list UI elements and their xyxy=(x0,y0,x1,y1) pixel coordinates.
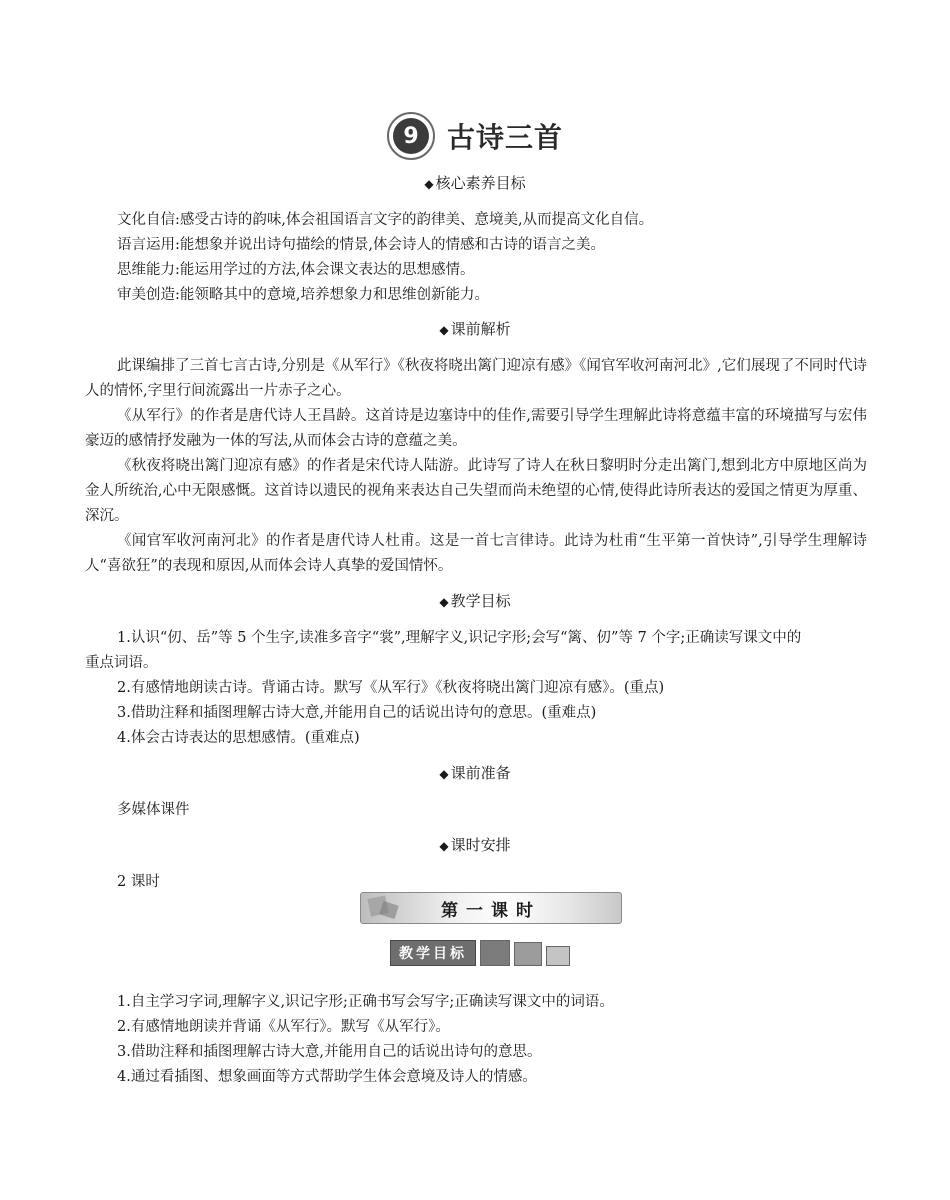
lesson-goal-line: 4.通过看插图、想象画面等方式帮助学生体会意境及诗人的情感。 xyxy=(117,1069,537,1085)
section-heading-preparation xyxy=(0,762,950,783)
badge-square-decoration xyxy=(480,940,510,966)
diamond-icon: ◆ xyxy=(439,767,449,781)
diamond-icon: ◆ xyxy=(424,177,434,191)
section-heading-core xyxy=(0,172,950,193)
lesson-one-banner-label: 第一课时 xyxy=(441,900,541,921)
analysis-paragraph: 《从军行》的作者是唐代诗人王昌龄。这首诗是边塞诗中的佳作,需要引导学生理解此诗将意蕴丰富的环境描写与宏伟豪迈的感情抒发融为一体的写法,从而体会古诗的意蕴之美。 xyxy=(85,408,867,449)
teaching-goal-line: 重点词语。 xyxy=(85,655,158,671)
diamond-icon: ◆ xyxy=(439,839,449,853)
section-heading-label: 核心素养目标 xyxy=(435,174,526,192)
section-heading-label: 课前准备 xyxy=(450,764,511,782)
preparation-text: 多媒体课件 xyxy=(117,802,190,818)
core-goal-line: 思维能力:能运用学过的方法,体会课文表达的思想感情。 xyxy=(117,262,475,278)
analysis-paragraph: 《秋夜将晓出篱门迎凉有感》的作者是宋代诗人陆游。此诗写了诗人在秋日黎明时分走出篱门,想到北方中原地区尚为金人所统治,心中无限感慨。这首诗以遗民的视角来表达自己失望而尚未绝望的心情,使得此诗所表达的爱国之情更为厚重、深沉。 xyxy=(85,458,867,524)
core-goal-line: 审美创造:能领略其中的意境,培养想象力和思维创新能力。 xyxy=(117,287,489,303)
teaching-goal-line: 2.有感情地朗读古诗。背诵古诗。默写《从军行》《秋夜将晓出篱门迎凉有感》。(重点) xyxy=(117,680,665,696)
lesson-number-badge xyxy=(387,112,435,160)
lesson-one-banner xyxy=(360,892,622,924)
lesson-goal-line: 2.有感情地朗读并背诵《从军行》。默写《从军行》。 xyxy=(117,1019,450,1035)
analysis-paragraph: 《闻官军收河南河北》的作者是唐代诗人杜甫。这是一首七言律诗。此诗为杜甫“生平第一首快诗”,引导学生理解诗人“喜欲狂”的表现和原因,从而体会诗人真挚的爱国情怀。 xyxy=(85,533,867,574)
lesson-goal-line: 3.借助注释和插图理解古诗大意,并能用自己的话说出诗句的意思。 xyxy=(117,1044,542,1060)
core-goal-line: 文化自信:感受古诗的韵味,体会祖国语言文字的韵律美、意境美,从而提高文化自信。 xyxy=(117,212,654,228)
lesson-goal-line: 1.自主学习字词,理解字义,识记字形;正确书写会写字;正确读写课文中的词语。 xyxy=(117,994,614,1010)
core-goal-line: 语言运用:能想象并说出诗句描绘的情景,体会诗人的情感和古诗的语言之美。 xyxy=(117,237,605,253)
teaching-goal-line: 4.体会古诗表达的思想感情。(重难点) xyxy=(117,730,360,746)
lesson-number: 9 xyxy=(393,118,429,154)
lesson-title xyxy=(0,112,950,160)
diamond-icon: ◆ xyxy=(439,595,449,609)
section-heading-analysis xyxy=(0,318,950,339)
teaching-goal-line: 3.借助注释和插图理解古诗大意,并能用自己的话说出诗句的意思。(重难点) xyxy=(117,705,597,721)
section-heading-label: 课前解析 xyxy=(450,320,511,338)
schedule-text: 2 课时 xyxy=(117,874,160,890)
teaching-goal-badge xyxy=(390,940,570,966)
section-heading-teaching-goals xyxy=(0,590,950,611)
teaching-goal-line: 1.认识“仞、岳”等 5 个生字,读准多音字“裳”,理解字义,识记字形;会写“篱、仞”等 7 个字;正确读写课文中的 xyxy=(117,630,802,646)
section-heading-schedule xyxy=(0,834,950,855)
teaching-goal-tag: 教学目标 xyxy=(390,940,476,966)
diamond-icon: ◆ xyxy=(439,323,449,337)
section-heading-label: 教学目标 xyxy=(450,592,511,610)
badge-square-decoration xyxy=(546,946,570,966)
section-heading-label: 课时安排 xyxy=(450,836,511,854)
badge-square-decoration xyxy=(514,942,542,966)
analysis-paragraph: 此课编排了三首七言古诗,分别是《从军行》《秋夜将晓出篱门迎凉有感》《闻官军收河南河北》,它们展现了不同时代诗人的情怀,字里行间流露出一片赤子之心。 xyxy=(85,358,867,399)
page-title: 古诗三首 xyxy=(446,121,563,154)
